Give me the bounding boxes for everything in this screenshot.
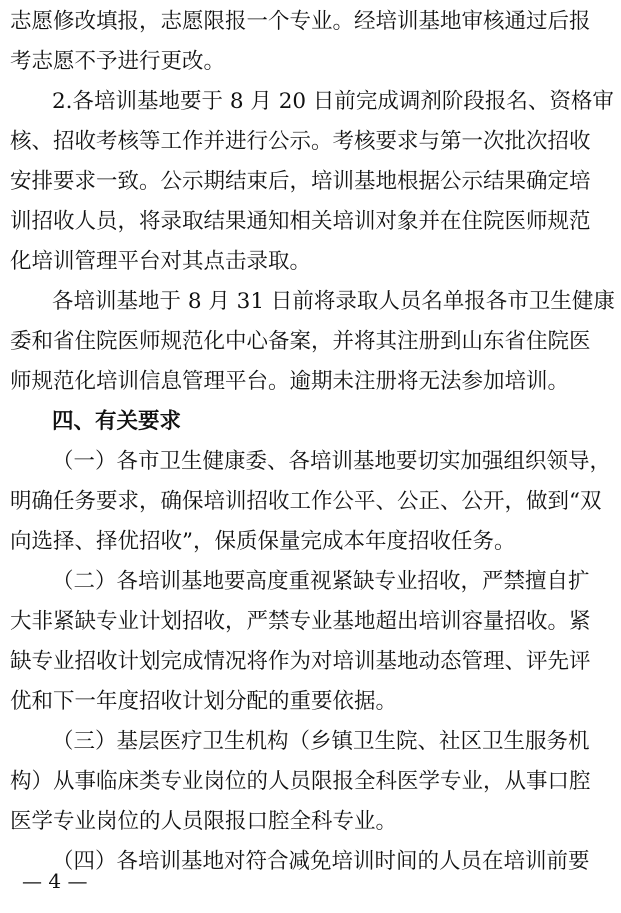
text-line: 考志愿不予进行更改。 xyxy=(10,49,226,74)
text-line: 2.各培训基地要于 8 月 20 日前完成调剂阶段报名、资格审 xyxy=(52,89,614,114)
text-line: 安排要求一致。公示期结束后，培训基地根据公示结果确定培 xyxy=(10,169,591,194)
section-heading: 四、有关要求 xyxy=(52,409,182,434)
text-line: 优和下一年度招收计划分配的重要依据。 xyxy=(10,689,398,714)
text-line: （二）各培训基地要高度重视紧缺专业招收，严禁擅自扩 xyxy=(52,569,590,594)
text-line: 各培训基地于 8 月 31 日前将录取人员名单报各市卫生健康 xyxy=(52,289,615,314)
text-line: 构）从事临床类专业岗位的人员限报全科医学专业，从事口腔 xyxy=(10,769,591,794)
text-line: 向选择、择优招收”，保质保量完成本年度招收任务。 xyxy=(10,529,516,554)
text-line: 化培训管理平台对其点击录取。 xyxy=(10,249,312,274)
text-line: 委和省住院医师规范化中心备案，并将其注册到山东省住院医 xyxy=(10,329,591,354)
text-line: 训招收人员，将录取结果通知相关培训对象并在住院医师规范 xyxy=(10,209,591,234)
text-line: （四）各培训基地对符合减免培训时间的人员在培训前要 xyxy=(52,849,590,874)
page-number: — 4 — xyxy=(22,869,88,893)
text-line: 核、招收考核等工作并进行公示。考核要求与第一次批次招收 xyxy=(10,129,591,154)
text-line: 缺专业招收计划完成情况将作为对培训基地动态管理、评先评 xyxy=(10,649,591,674)
text-line: 师规范化培训信息管理平台。逾期未注册将无法参加培训。 xyxy=(10,369,570,394)
text-line: 大非紧缺专业计划招收，严禁专业基地超出培训容量招收。紧 xyxy=(10,609,591,634)
text-line: 明确任务要求，确保培训招收工作公平、公正、公开，做到“双 xyxy=(10,489,602,514)
text-line: （三）基层医疗卫生机构（乡镇卫生院、社区卫生服务机 xyxy=(52,729,590,754)
text-line: 志愿修改填报，志愿限报一个专业。经培训基地审核通过后报 xyxy=(10,9,591,34)
text-line: 医学专业岗位的人员限报口腔全科专业。 xyxy=(10,809,398,834)
text-line: （一）各市卫生健康委、各培训基地要切实加强组织领导， xyxy=(52,449,612,474)
